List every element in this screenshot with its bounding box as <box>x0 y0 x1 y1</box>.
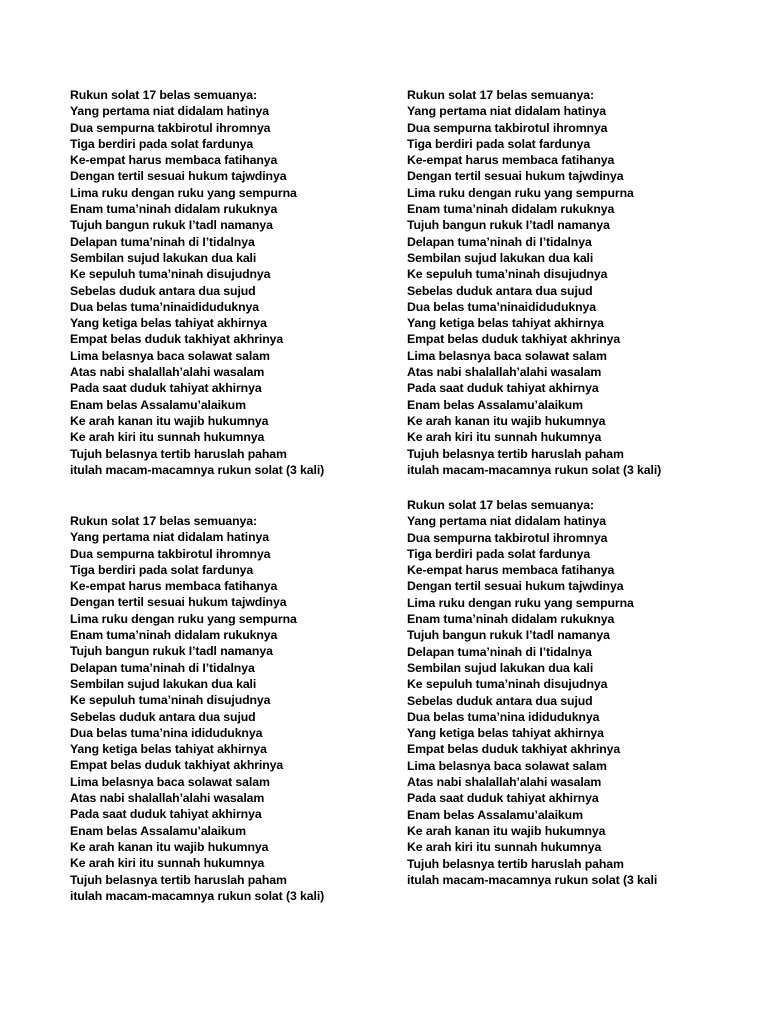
lyric-line: Delapan tuma’ninah di I’tidalnya <box>407 234 592 249</box>
lyric-line: Dua belas tuma’ninaididuduknya <box>407 299 597 314</box>
lyric-line: Dua belas tuma’nina ididuduknya <box>70 725 263 740</box>
lyric-line: Sembilan sujud lakukan dua kali <box>407 660 594 675</box>
lyric-line: Atas nabi shalallah’alahi wasalam <box>407 775 602 790</box>
lyric-line: Enam belas Assalamu’alaikum <box>407 807 583 822</box>
lyric-line: Lima ruku dengan ruku yang sempurna <box>407 185 634 200</box>
lyrics-block-bottom-right <box>407 497 657 888</box>
lyric-line: Empat belas duduk takhiyat akhrinya <box>407 742 621 757</box>
lyric-line: Atas nabi shalallah’alahi wasalam <box>407 365 602 380</box>
lyric-line: Pada saat duduk tahiyat akhirnya <box>407 381 599 396</box>
lyric-line: Lima ruku dengan ruku yang sempurna <box>70 611 297 626</box>
lyric-line: Ke-empat harus membaca fatihanya <box>407 563 615 578</box>
lyric-line: Dua belas tuma’nina ididuduknya <box>407 709 600 724</box>
lyric-line: Lima ruku dengan ruku yang sempurna <box>407 595 634 610</box>
lyric-line: itulah macam-macamnya rukun solat (3 kali) <box>407 462 662 477</box>
lyric-line: Tujuh bangun rukuk I’tadl namanya <box>407 218 610 233</box>
lyric-line: Tujuh belasnya tertib haruslah paham <box>407 446 624 461</box>
lyrics-block-bottom-left <box>70 513 324 904</box>
lyric-line: Yang pertama niat didalam hatinya <box>70 530 269 545</box>
lyric-line: Lima belasnya baca solawat salam <box>407 348 607 363</box>
lyric-line: Atas nabi shalallah’alahi wasalam <box>70 365 265 380</box>
lyric-line: Enam tuma’ninah didalam rukuknya <box>407 202 615 217</box>
lyric-line: Ke arah kanan itu wajib hukumnya <box>407 413 606 428</box>
lyric-line: Sebelas duduk antara dua sujud <box>407 283 593 298</box>
lyric-line: Pada saat duduk tahiyat akhirnya <box>407 791 599 806</box>
lyric-line: Delapan tuma’ninah di I’tidalnya <box>407 644 592 659</box>
lyric-line: Ke arah kiri itu sunnah hukumnya <box>70 430 265 445</box>
lyric-line: Tiga berdiri pada solat fardunya <box>407 546 591 561</box>
lyric-line: Tujuh bangun rukuk I’tadl namanya <box>407 628 610 643</box>
lyric-line: Sembilan sujud lakukan dua kali <box>70 676 257 691</box>
lyric-line: Ke sepuluh tuma’ninah disujudnya <box>70 693 271 708</box>
lyric-line: Ke arah kiri itu sunnah hukumnya <box>407 430 602 445</box>
lyrics-block-top-left <box>70 87 324 478</box>
lyric-line: Empat belas duduk takhiyat akhrinya <box>70 758 284 773</box>
lyrics-block-top-right <box>407 87 661 478</box>
lyric-line: Lima belasnya baca solawat salam <box>70 774 270 789</box>
lyric-line: Dua sempurna takbirotul ihromnya <box>70 120 271 135</box>
lyric-line: Enam tuma’ninah didalam rukuknya <box>407 612 615 627</box>
lyric-line: itulah macam-macamnya rukun solat (3 kali) <box>70 888 325 903</box>
block-heading: Rukun solat 17 belas semuanya: <box>70 88 257 102</box>
lyric-line: Enam belas Assalamu’alaikum <box>70 823 246 838</box>
lyric-line: Ke sepuluh tuma’ninah disujudnya <box>407 267 608 282</box>
lyric-line: Sebelas duduk antara dua sujud <box>70 709 256 724</box>
lyric-line: Yang ketiga belas tahiyat akhirnya <box>70 316 267 331</box>
lyric-line: Lima belasnya baca solawat salam <box>407 758 607 773</box>
lyric-line: Sembilan sujud lakukan dua kali <box>407 250 594 265</box>
lyric-line: itulah macam-macamnya rukun solat (3 kali <box>407 872 658 887</box>
lyric-line: Ke sepuluh tuma’ninah disujudnya <box>407 677 608 692</box>
lyric-line: Tujuh belasnya tertib haruslah paham <box>70 872 287 887</box>
lyric-line: Ke-empat harus membaca fatihanya <box>70 579 278 594</box>
lyric-line: Ke-empat harus membaca fatihanya <box>70 153 278 168</box>
lyric-line: Enam tuma’ninah didalam rukuknya <box>70 202 278 217</box>
lyric-line: Lima belasnya baca solawat salam <box>70 348 270 363</box>
lyric-line: Yang ketiga belas tahiyat akhirnya <box>407 316 604 331</box>
lyric-line: Ke arah kanan itu wajib hukumnya <box>70 839 269 854</box>
lyric-line: Tiga berdiri pada solat fardunya <box>407 136 591 151</box>
lyric-line: Enam belas Assalamu’alaikum <box>70 397 246 412</box>
lyric-line: Dua belas tuma’ninaididuduknya <box>70 299 260 314</box>
lyric-line: Empat belas duduk takhiyat akhrinya <box>407 332 621 347</box>
lyric-line: Ke arah kiri itu sunnah hukumnya <box>407 840 602 855</box>
lyric-line: Sebelas duduk antara dua sujud <box>70 283 256 298</box>
lyric-line: Empat belas duduk takhiyat akhrinya <box>70 332 284 347</box>
lyric-line: Yang ketiga belas tahiyat akhirnya <box>407 726 604 741</box>
lyric-line: Sembilan sujud lakukan dua kali <box>70 250 257 265</box>
lyric-line: Tujuh bangun rukuk I’tadl namanya <box>70 218 273 233</box>
lyric-line: Delapan tuma’ninah di I’tidalnya <box>70 234 255 249</box>
lyric-line: Delapan tuma’ninah di I’tidalnya <box>70 660 255 675</box>
lyric-line: Dua sempurna takbirotul ihromnya <box>70 546 271 561</box>
lyric-line: itulah macam-macamnya rukun solat (3 kali) <box>70 462 325 477</box>
lyric-line: Tiga berdiri pada solat fardunya <box>70 562 254 577</box>
lyric-line: Dengan tertil sesuai hukum tajwdinya <box>70 169 287 184</box>
lyric-line: Dua sempurna takbirotul ihromnya <box>407 120 608 135</box>
lyric-line: Ke arah kanan itu wajib hukumnya <box>407 823 606 838</box>
lyric-line: Tujuh bangun rukuk I’tadl namanya <box>70 644 273 659</box>
lyric-line: Ke-empat harus membaca fatihanya <box>407 153 615 168</box>
lyric-line: Dengan tertil sesuai hukum tajwdinya <box>407 169 624 184</box>
lyric-line: Yang pertama niat didalam hatinya <box>70 104 269 119</box>
lyric-line: Atas nabi shalallah’alahi wasalam <box>70 791 265 806</box>
block-heading: Rukun solat 17 belas semuanya: <box>407 88 594 102</box>
lyric-line: Tujuh belasnya tertib haruslah paham <box>407 856 624 871</box>
lyric-line: Ke arah kiri itu sunnah hukumnya <box>70 856 265 871</box>
lyric-line: Sebelas duduk antara dua sujud <box>407 693 593 708</box>
lyric-line: Lima ruku dengan ruku yang sempurna <box>70 185 297 200</box>
lyric-line: Enam belas Assalamu’alaikum <box>407 397 583 412</box>
lyric-line: Tiga berdiri pada solat fardunya <box>70 136 254 151</box>
lyric-line: Dengan tertil sesuai hukum tajwdinya <box>407 579 624 594</box>
lyric-line: Ke arah kanan itu wajib hukumnya <box>70 413 269 428</box>
lyric-line: Pada saat duduk tahiyat akhirnya <box>70 807 262 822</box>
lyric-line: Enam tuma’ninah didalam rukuknya <box>70 628 278 643</box>
lyric-line: Dua sempurna takbirotul ihromnya <box>407 530 608 545</box>
lyric-line: Pada saat duduk tahiyat akhirnya <box>70 381 262 396</box>
lyric-line: Tujuh belasnya tertib haruslah paham <box>70 446 287 461</box>
lyric-line: Dengan tertil sesuai hukum tajwdinya <box>70 595 287 610</box>
lyric-line: Yang pertama niat didalam hatinya <box>407 514 606 529</box>
lyric-line: Yang pertama niat didalam hatinya <box>407 104 606 119</box>
block-heading: Rukun solat 17 belas semuanya: <box>70 514 257 528</box>
lyric-line: Yang ketiga belas tahiyat akhirnya <box>70 742 267 757</box>
block-heading: Rukun solat 17 belas semuanya: <box>407 498 594 512</box>
lyric-line: Ke sepuluh tuma’ninah disujudnya <box>70 267 271 282</box>
